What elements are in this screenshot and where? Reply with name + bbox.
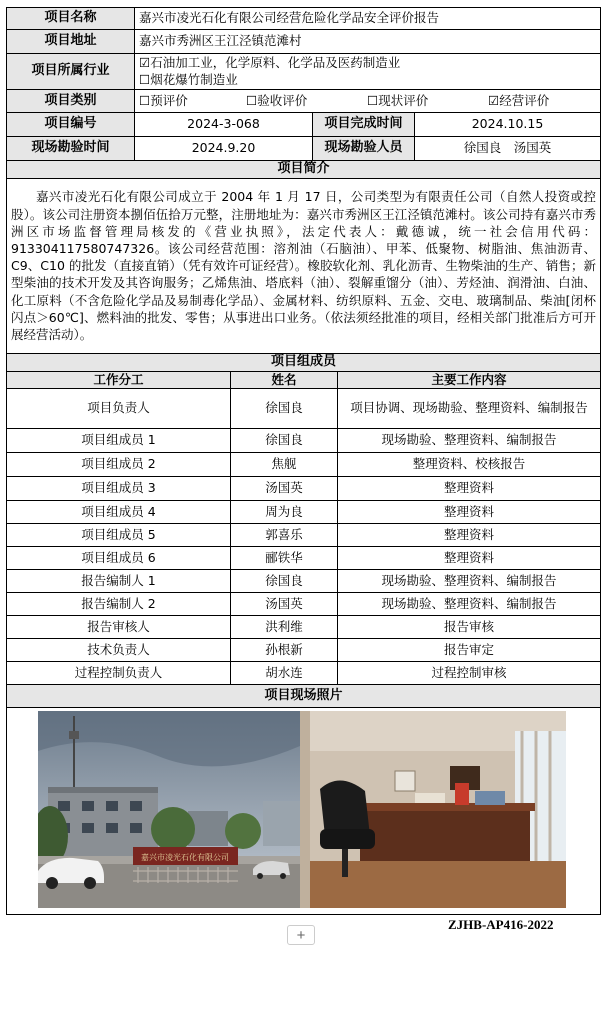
team-row	[7, 593, 601, 616]
project-address-label: 项目地址	[7, 30, 135, 54]
team-member-name: 徐国良	[231, 389, 338, 429]
site-gate-photo	[38, 711, 300, 908]
type-option-pre: ☐预评价	[139, 93, 188, 108]
team-duty: 整理资料、校核报告	[338, 453, 601, 477]
team-table-body	[7, 389, 601, 685]
survey-staff-value: 徐国良 汤国英	[415, 137, 601, 161]
intro-header-row	[7, 161, 601, 179]
site-office-photo	[300, 711, 566, 908]
team-member-name: 焦舰	[231, 453, 338, 477]
team-member-name: 洪利维	[231, 616, 338, 639]
team-role: 报告审核人	[7, 616, 231, 639]
project-address-value: 嘉兴市秀洲区王江泾镇范滩村	[135, 30, 601, 54]
team-member-name: 汤国英	[231, 593, 338, 616]
intro-row	[7, 178, 601, 353]
type-option-operation: ☑经营评价	[488, 93, 550, 108]
evaluation-report-table	[6, 7, 601, 915]
team-duty: 报告审定	[338, 639, 601, 662]
team-member-name: 周为良	[231, 501, 338, 524]
photos-row	[7, 708, 601, 915]
project-name-value: 嘉兴市凌光石化有限公司经营危险化学品安全评价报告	[135, 8, 601, 30]
team-role: 项目负责人	[7, 389, 231, 429]
industry-option-petrochem: ☑石油加工业，化学原料、化学品及医药制造业	[139, 55, 401, 71]
photos-header-row	[7, 685, 601, 708]
team-row	[7, 477, 601, 501]
project-number-row	[7, 113, 601, 137]
team-role: 技术负责人	[7, 639, 231, 662]
project-type-options	[135, 90, 600, 112]
team-column-duty: 主要工作内容	[338, 371, 601, 388]
team-header: 项目组成员	[7, 353, 601, 371]
team-duty: 现场勘验、整理资料、编制报告	[338, 570, 601, 593]
team-duty: 整理资料	[338, 524, 601, 547]
team-role: 项目组成员 3	[7, 477, 231, 501]
team-header-row	[7, 353, 601, 371]
team-duty: 项目协调、现场勘验、整理资料、编制报告	[338, 389, 601, 429]
team-role: 项目组成员 1	[7, 429, 231, 453]
team-member-name: 徐国良	[231, 570, 338, 593]
project-industry-row	[7, 54, 601, 90]
team-role: 过程控制负责人	[7, 662, 231, 685]
team-row	[7, 616, 601, 639]
type-option-acceptance: ☐验收评价	[246, 93, 308, 108]
expand-button[interactable]: +	[287, 925, 315, 945]
type-option-current: ☐现状评价	[367, 93, 429, 108]
project-address-row	[7, 30, 601, 54]
team-row	[7, 453, 601, 477]
project-industry-options	[135, 54, 601, 90]
project-type-row	[7, 90, 601, 113]
gate-sign-text: 嘉兴市凌光石化有限公司	[141, 853, 229, 863]
project-industry-label: 项目所属行业	[7, 54, 135, 90]
team-member-name: 徐国良	[231, 429, 338, 453]
project-name-row	[7, 8, 601, 30]
team-member-name: 胡水连	[231, 662, 338, 685]
team-member-name: 郭喜乐	[231, 524, 338, 547]
industry-option-fireworks: ☐烟花爆竹制造业	[139, 71, 238, 87]
team-duty: 整理资料	[338, 501, 601, 524]
project-name-label: 项目名称	[7, 8, 135, 30]
team-role: 项目组成员 4	[7, 501, 231, 524]
team-row	[7, 501, 601, 524]
team-columns-row	[7, 371, 601, 388]
team-duty: 现场勘验、整理资料、编制报告	[338, 593, 601, 616]
team-row	[7, 389, 601, 429]
team-duty: 过程控制审核	[338, 662, 601, 685]
team-column-role: 工作分工	[7, 371, 231, 388]
document-code: ZJHB-AP416-2022	[448, 917, 554, 932]
team-role: 项目组成员 2	[7, 453, 231, 477]
team-row	[7, 547, 601, 570]
project-type-label: 项目类别	[7, 90, 135, 113]
team-row	[7, 429, 601, 453]
team-role: 报告编制人 2	[7, 593, 231, 616]
team-member-name: 汤国英	[231, 477, 338, 501]
team-role: 报告编制人 1	[7, 570, 231, 593]
team-row	[7, 570, 601, 593]
project-number-value: 2024-3-068	[135, 113, 313, 137]
team-member-name: 郦铁华	[231, 547, 338, 570]
team-duty: 报告审核	[338, 616, 601, 639]
team-duty: 现场勘验、整理资料、编制报告	[338, 429, 601, 453]
project-complete-label: 项目完成时间	[313, 113, 415, 137]
team-role: 项目组成员 5	[7, 524, 231, 547]
team-duty: 整理资料	[338, 547, 601, 570]
team-member-name: 孙根新	[231, 639, 338, 662]
intro-header: 项目简介	[7, 161, 601, 179]
photos-header: 项目现场照片	[7, 685, 601, 708]
survey-staff-label: 现场勘验人员	[313, 137, 415, 161]
project-number-label: 项目编号	[7, 113, 135, 137]
survey-time-value: 2024.9.20	[135, 137, 313, 161]
team-column-name: 姓名	[231, 371, 338, 388]
team-row	[7, 662, 601, 685]
team-duty: 整理资料	[338, 477, 601, 501]
survey-row	[7, 137, 601, 161]
intro-text: 嘉兴市凌光石化有限公司成立于 2004 年 1 月 17 日，公司类型为有限责任公司（自然人投资或控股）。该公司注册资本捌佰伍拾万元整，注册地址为：嘉兴市秀洲区王江泾镇范滩村。该公司持有嘉兴市秀洲区市场监督管理局核发的《营业执照》，法定代表人：戴德诚，统一社会信用代码：913304117580747326。该公司经营范围：溶剂油（石脑油）、甲苯、低聚物、树脂油、焦油沥青、C9、C10 的批发（直接直销）（凭有效许可证经营）。橡胶软化剂、乳化沥青、生物柴油的生产、销售；新型柴油的技术开发及其咨询服务；乙烯焦油、塔底料（油）、裂解重馏分（油）、芳烃油、润滑油、白油、化工原料（不含危险化学品及易制毒化学品）、金属材料、纺织原料、五金、交电、玻璃制品、柴油[闭杯闪点＞60℃]、燃料油的批发、零售；从事进出口业务。（依法须经批准的项目，经相关部门批准后方可开展经营活动）。	[7, 178, 601, 353]
team-role: 项目组成员 6	[7, 547, 231, 570]
team-row	[7, 639, 601, 662]
team-row	[7, 524, 601, 547]
project-complete-value: 2024.10.15	[415, 113, 601, 137]
survey-time-label: 现场勘验时间	[7, 137, 135, 161]
